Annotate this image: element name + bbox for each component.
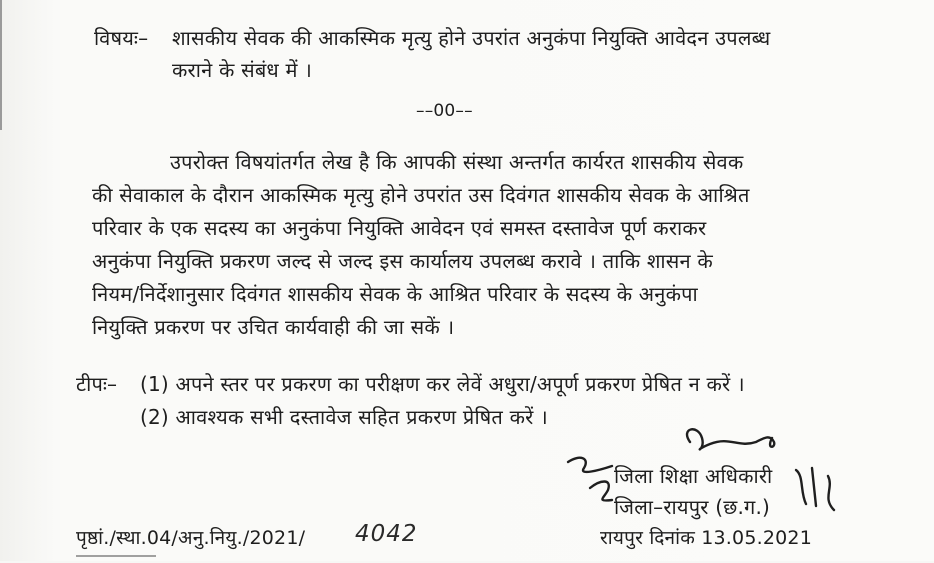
reference-number-handwritten: 4042 xyxy=(355,521,418,547)
body-line-4: अनुकंपा नियुक्ति प्रकरण जल्द से जल्द इस कार्यालय उपलब्ध करावे । ताकि शासन के xyxy=(92,249,713,273)
subject-label: विषयः– xyxy=(94,26,149,50)
note-item-2: (2) आवश्यक सभी दस्तावेज सहित प्रकरण प्रेषित करें । xyxy=(140,405,548,429)
body-line-1: उपरोक्त विषयांतर्गत लेख है कि आपकी संस्था अन्तर्गत कार्यरत शासकीय सेवक xyxy=(170,150,744,174)
page-edge-line xyxy=(0,0,2,130)
officer-title: जिला शिक्षा अधिकारी xyxy=(614,464,773,488)
note-label: टीपः– xyxy=(76,372,118,396)
subject-line-1: शासकीय सेवक की आकस्मिक मृत्यु होने उपरांत अनुकंपा नियुक्ति आवेदन उपलब्ध xyxy=(172,26,771,50)
note-item-1: (1) अपने स्तर पर प्रकरण का परीक्षण कर लेवें अधुरा/अपूर्ण प्रकरण प्रेषित न करें । xyxy=(140,372,745,396)
body-line-3: परिवार के एक सदस्य का अनुकंपा नियुक्ति आवेदन एवं समस्त दस्तावेज पूर्ण कराकर xyxy=(92,216,707,240)
reference-number: पृष्ठां./स्था.04/अनु.नियु./2021/ xyxy=(76,527,306,549)
subject-line-2: कराने के संबंध में । xyxy=(172,58,312,82)
body-line-6: नियुक्ति प्रकरण पर उचित कार्यवाही की जा सकें । xyxy=(92,315,455,339)
body-line-5: नियम/निर्देशानुसार दिवंगत शासकीय सेवक के आश्रित परिवार के सदस्य के अनुकंपा xyxy=(92,282,698,306)
cropped-text-fragment xyxy=(76,555,156,563)
separator: ––00–– xyxy=(416,101,473,121)
body-line-2: की सेवाकाल के दौरान आकस्मिक मृत्यु होने उपरांत उस दिवंगत शासकीय सेवक के आश्रित xyxy=(92,183,750,207)
place-and-date: रायपुर दिनांक 13.05.2021 xyxy=(600,527,813,549)
officer-district: जिला–रायपुर (छ.ग.) xyxy=(614,495,771,519)
